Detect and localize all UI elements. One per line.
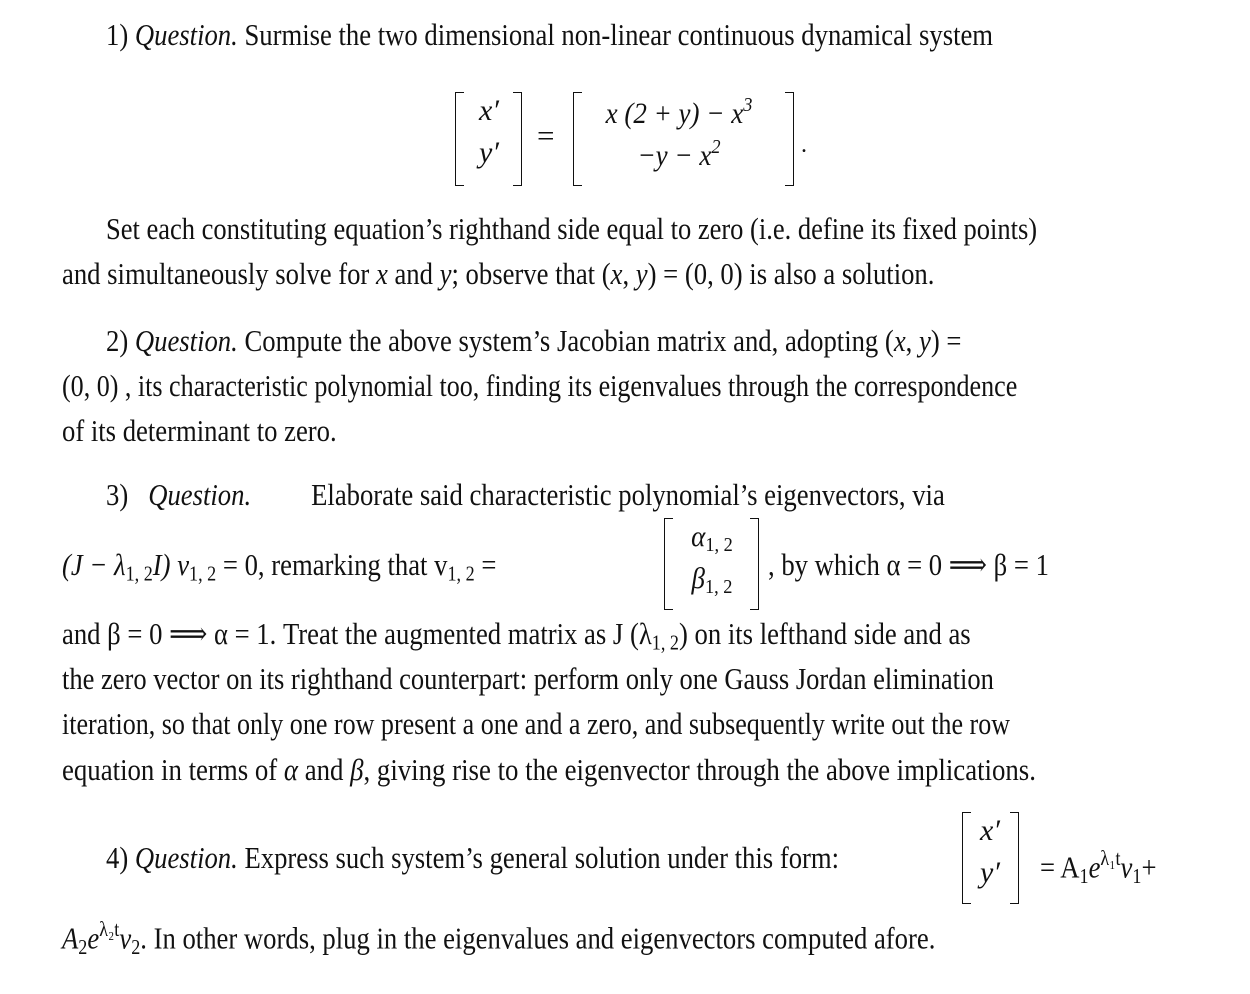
q2-line3: of its determinant to zero.: [62, 413, 337, 448]
q4-line1: 4) Question. Express such system’s general solution under this form:: [106, 840, 840, 875]
q3-line1: 3) Question. Elaborate said characteristic polynomial’s eigenvectors, via: [106, 477, 945, 512]
matrix-right-top: x $(2 + y) - x^3$: [605, 94, 753, 131]
eigvec-bottom: $\beta_{1, 2}$: [691, 562, 733, 599]
left-bracket-open: [455, 92, 464, 186]
q4-number: 4): [106, 840, 129, 875]
q1-heading: [106, 12, 1088, 58]
q1-label: Question.: [134, 17, 238, 52]
solution-vector: [962, 812, 1022, 906]
q2-number: 2): [106, 323, 129, 358]
right-bracket-close: [785, 92, 794, 186]
eigenvector-matrix: [664, 518, 764, 612]
q4-label: Question.: [134, 840, 238, 875]
q3-line4: the zero vector on its righthand counterpart: perform only one Gauss Jordan elimination: [62, 661, 994, 696]
q2-label: Question.: [134, 323, 238, 358]
solvec-top: x′: [980, 814, 1000, 847]
equation-period: .: [801, 132, 807, 158]
system-equation: [455, 92, 815, 188]
solvec-bracket-close: [1010, 812, 1019, 904]
q3-number: 3): [106, 477, 129, 512]
q3-label: Question.: [148, 477, 252, 512]
equals-sign: =: [537, 118, 555, 153]
q1-paragraph-line1: Set each constituting equation’s righthand side equal to zero (i.e. define its fixed points): [106, 211, 1038, 246]
q4-rhs: = $A_1e^{\lambda_1t}v_1+$: [1040, 846, 1157, 888]
q3-line3: and β = 0 ⟹ α = 1. Treat the augmented matrix as J $(\lambda_{1, 2})$ on its lefthand side and as: [62, 616, 971, 655]
q2-line1: 2) Question. Compute the above system’s Jacobian matrix and, adopting (x, y) =: [106, 323, 962, 358]
q1-number: 1): [106, 17, 129, 52]
q4-line2: $A_2e^{\lambda_2t}v_2$. In other words, plug in the eigenvalues and eigenvectors computed afore.: [62, 917, 936, 959]
eigvec-bracket-close: [750, 518, 759, 610]
q3-line6: equation in terms of α and β, giving rise to the eigenvector through the above implications.: [62, 752, 1036, 787]
matrix-left-bottom: y′: [479, 136, 499, 169]
q3-eigen-equation-left: $(J - \lambda_{1, 2}I)$ $v_{1, 2} = 0$, remarking that $v_{1, 2}$ =: [62, 547, 497, 586]
q2-line2: (0, 0) , its characteristic polynomial too, finding its eigenvalues through the correspondence: [62, 368, 1018, 403]
q1-text: Surmise the two dimensional non-linear continuous dynamical system: [244, 17, 994, 52]
q1-paragraph-line2: and simultaneously solve for x and y; observe that (x, y) = (0, 0) is also a solution.: [62, 256, 935, 291]
left-bracket-close: [513, 92, 522, 186]
matrix-right-bottom: $-y - x^2$: [637, 136, 721, 173]
q3-implication: , by which α = 0 ⟹ β = 1: [768, 547, 1049, 582]
right-bracket-open: [573, 92, 582, 186]
q3-line5: iteration, so that only one row present a one and a zero, and subsequently write out the row: [62, 706, 1011, 741]
matrix-left-top: x′: [479, 94, 499, 127]
eigvec-top: $\alpha_{1, 2}$: [691, 520, 733, 557]
eigvec-bracket-open: [664, 518, 673, 610]
solvec-bottom: y′: [980, 856, 1000, 889]
